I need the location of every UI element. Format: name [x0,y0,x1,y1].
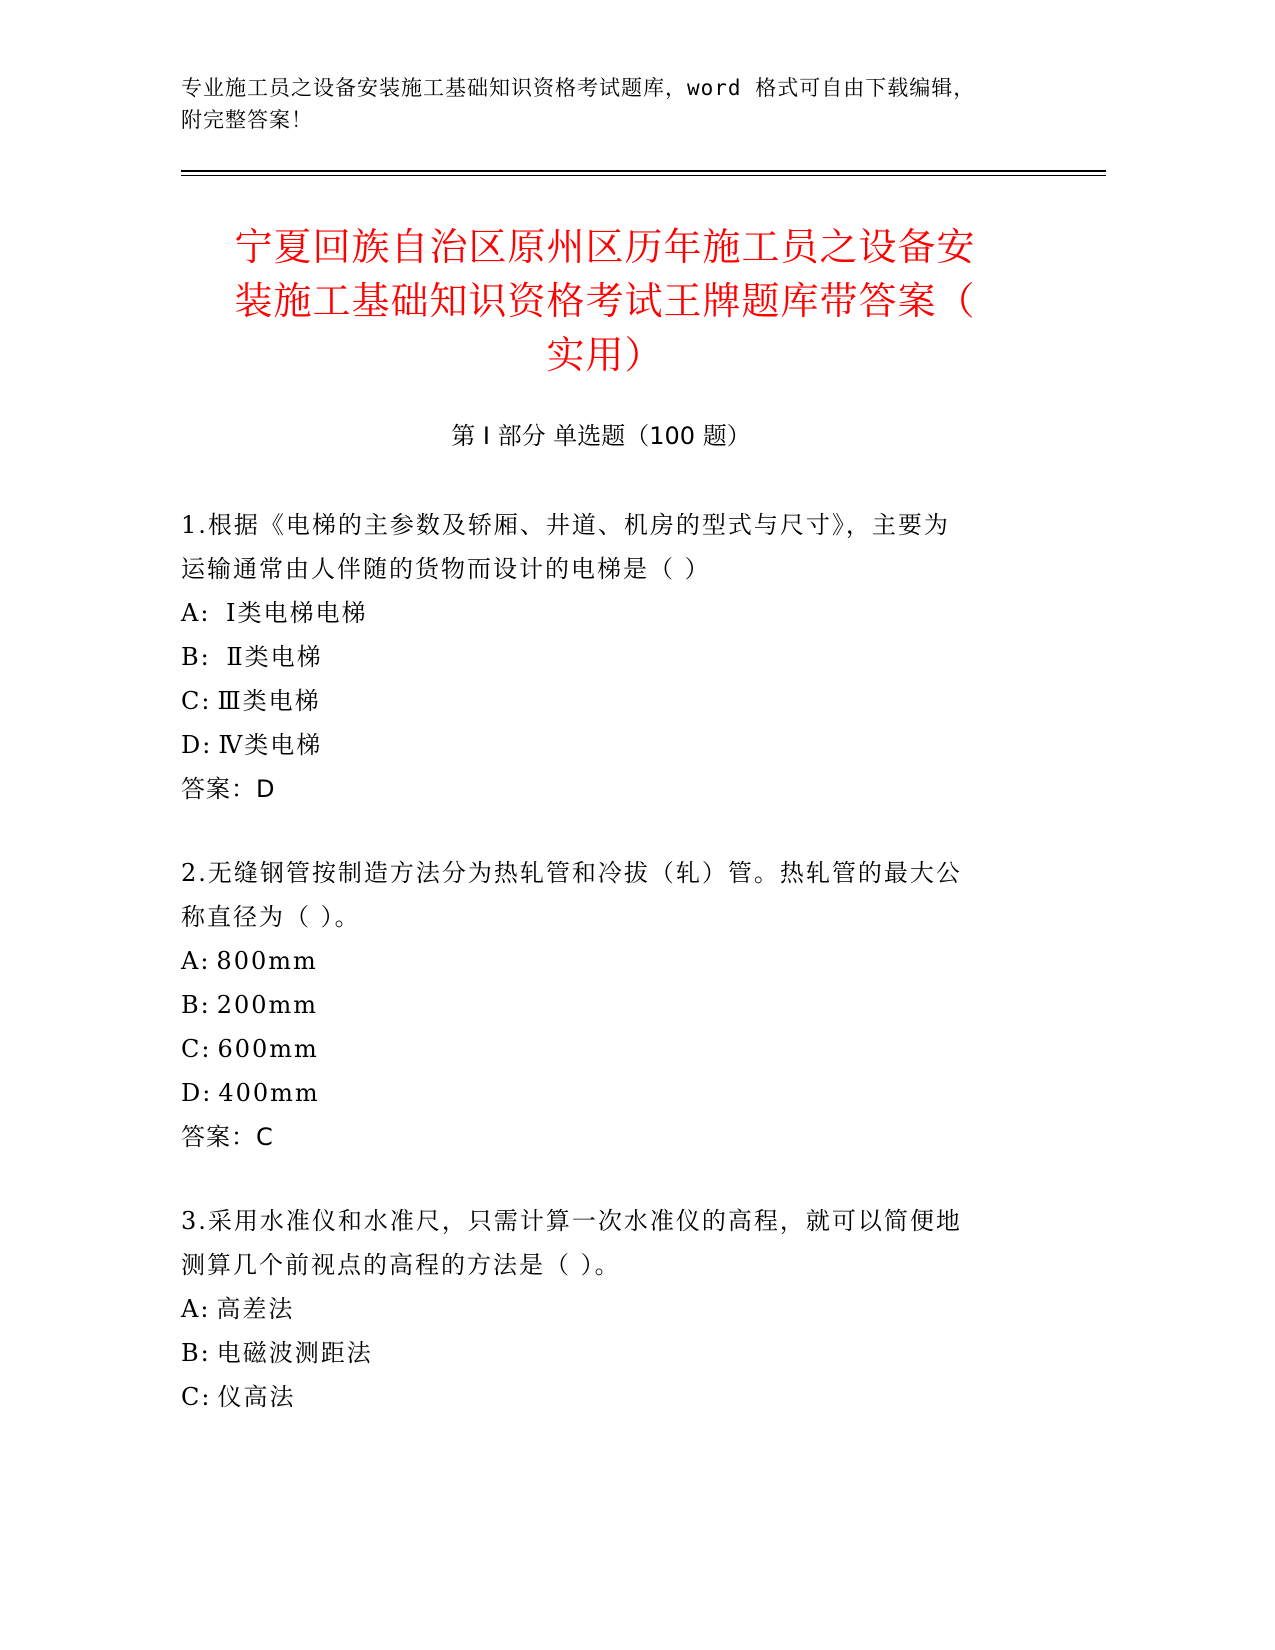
header-divider-thin [181,175,1106,176]
header-divider-thick [181,170,1106,172]
option-letter: C: [181,1383,212,1411]
question-stem [181,503,1031,591]
option-letter: D: [181,1079,213,1107]
option-d [181,1071,1031,1115]
question-stem [181,851,1031,939]
question-stem-line: 2.无缝钢管按制造方法分为热轧管和冷拔（轧）管。热轧管的最大公 [181,859,962,887]
document-title [185,220,1025,382]
option-b [181,1331,1031,1375]
question-stem-line: 测算几个前视点的高程的方法是（ ）。 [181,1251,621,1279]
option-text: Ⅲ类电梯 [217,687,321,715]
option-letter: C: [181,1035,212,1063]
option-c [181,1027,1031,1071]
answer-line: 答案：D [181,775,276,803]
header-note-line: 专业施工员之设备安装施工基础知识资格考试题库，word 格式可自由下载编辑， [181,76,976,100]
question-1 [181,503,1031,811]
option-text: 400mm [218,1079,320,1107]
option-letter: A: [181,947,211,975]
option-text: 800mm [216,947,318,975]
option-a [181,1287,1031,1331]
option-b [181,983,1031,1027]
option-letter: A: [181,599,211,627]
option-letter: D: [181,731,213,759]
question-3 [181,1199,1031,1419]
option-text: Ⅰ类电梯电梯 [216,599,368,627]
option-text: Ⅱ类电梯 [216,643,323,671]
option-d [181,723,1031,767]
option-c [181,679,1031,723]
document-title-line: 实用） [546,333,664,377]
option-text: 200mm [216,991,319,1019]
question-2 [181,851,1031,1159]
option-b [181,635,1031,679]
header-note [181,72,1111,136]
option-a [181,939,1031,983]
header-note-line: 附完整答案！ [181,108,313,132]
option-text: Ⅳ类电梯 [218,731,323,759]
option-text: 仪高法 [217,1383,296,1411]
option-text: 高差法 [216,1295,295,1323]
option-letter: B: [181,643,211,671]
question-stem-line: 1.根据《电梯的主参数及轿厢、井道、机房的型式与尺寸》，主要为 [181,511,950,539]
option-a [181,591,1031,635]
option-c [181,1375,1031,1419]
option-letter: A: [181,1295,211,1323]
question-stem-line: 运输通常由人伴随的货物而设计的电梯是（ ） [181,555,711,583]
option-letter: B: [181,991,211,1019]
question-stem-line: 3.采用水准仪和水准尺，只需计算一次水准仪的高程，就可以简便地 [181,1207,962,1235]
option-letter: B: [181,1339,211,1367]
option-text: 电磁波测距法 [216,1339,373,1367]
question-stem-line: 称直径为（ ）。 [181,903,361,931]
section-heading: 第 I 部分 单选题（100 题） [451,422,751,450]
option-letter: C: [181,687,212,715]
option-text: 600mm [217,1035,319,1063]
question-stem [181,1199,1031,1287]
document-title-line: 宁夏回族自治区原州区历年施工员之设备安 [234,225,976,269]
document-title-line: 装施工基础知识资格考试王牌题库带答案（ [234,279,976,323]
answer-line: 答案：C [181,1123,274,1151]
